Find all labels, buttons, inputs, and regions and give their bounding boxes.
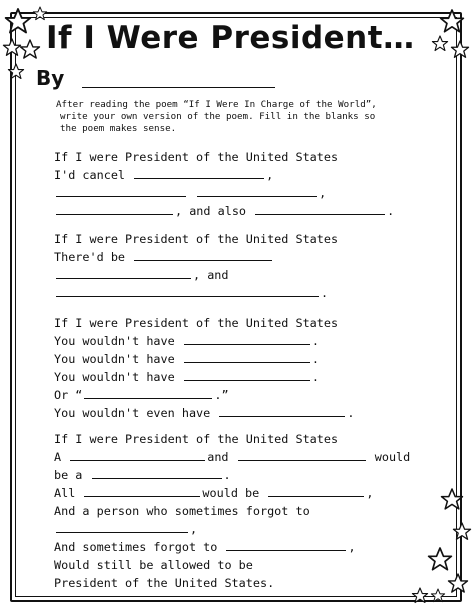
and-text: , and <box>193 268 229 282</box>
stanza-line: I'd cancel <box>54 168 126 182</box>
name-blank[interactable] <box>82 87 275 88</box>
stanza-line: If I were President of the United States <box>54 432 339 446</box>
fill-blank[interactable] <box>84 386 212 399</box>
comma: , <box>319 186 327 200</box>
fill-blank[interactable] <box>219 404 345 417</box>
fill-blank[interactable] <box>184 368 310 381</box>
fill-blank[interactable] <box>134 166 264 179</box>
stanza-line: You wouldn't even have <box>54 406 211 420</box>
fill-blank[interactable] <box>56 202 173 215</box>
comma: , <box>266 168 274 182</box>
fill-blank[interactable] <box>56 184 186 197</box>
fill-blank[interactable] <box>84 484 200 497</box>
would-be-text: would be <box>202 486 260 500</box>
or-open-text: Or “ <box>54 388 83 402</box>
comma: , <box>190 522 198 536</box>
instructions-line: write your own version of the poem. Fill in the blanks so <box>60 111 376 122</box>
stanza-line: There'd be <box>54 250 126 264</box>
period: . <box>311 334 319 348</box>
fill-blank[interactable] <box>184 332 310 345</box>
all-text: All <box>54 486 76 500</box>
stanza-line: President of the United States. <box>54 576 275 590</box>
instructions-line: After reading the poem “If I Were In Charge of the World”, <box>56 99 377 110</box>
fill-blank[interactable] <box>70 448 205 461</box>
instructions <box>56 99 401 135</box>
period: . <box>347 406 355 420</box>
would-text: would <box>374 450 411 464</box>
stanza-line: You wouldn't have <box>54 370 175 384</box>
a-text: A <box>54 450 62 464</box>
stanza-line: You wouldn't have <box>54 334 175 348</box>
or-close-text: .” <box>214 388 229 402</box>
fill-blank[interactable] <box>56 284 319 297</box>
fill-blank[interactable] <box>56 266 191 279</box>
fill-blank[interactable] <box>56 520 188 533</box>
fill-blank[interactable] <box>184 350 310 363</box>
fill-blank[interactable] <box>268 484 364 497</box>
fill-blank[interactable] <box>226 538 346 551</box>
instructions-line: the poem makes sense. <box>60 123 177 134</box>
stanza-line: If I were President of the United States <box>54 316 339 330</box>
stanza-2 <box>54 230 338 302</box>
fill-blank[interactable] <box>238 448 366 461</box>
period: . <box>311 352 319 366</box>
stanza-line: You wouldn't have <box>54 352 175 366</box>
be-a-text: be a <box>54 468 83 482</box>
and-text: and <box>207 450 229 464</box>
period: . <box>387 204 395 218</box>
period: . <box>311 370 319 384</box>
period: . <box>321 286 329 300</box>
comma: , <box>366 486 374 500</box>
stanza-3 <box>54 314 354 422</box>
stanza-line: If I were President of the United States <box>54 232 339 246</box>
period: . <box>223 468 231 482</box>
stanza-1 <box>54 148 394 220</box>
stanza-line: And a person who sometimes forgot to <box>54 504 310 518</box>
by-label: By <box>36 66 65 90</box>
stanza-line: And sometimes forgot to <box>54 540 218 554</box>
and-also-text: , and also <box>175 204 247 218</box>
stanza-line: Would still be allowed to be <box>54 558 253 572</box>
fill-blank[interactable] <box>92 466 222 479</box>
stanza-4 <box>54 430 410 592</box>
fill-blank[interactable] <box>197 184 317 197</box>
fill-blank[interactable] <box>134 248 272 261</box>
stanza-line: If I were President of the United States <box>54 150 339 164</box>
page-title: If I Were President… <box>46 20 415 56</box>
comma: , <box>348 540 356 554</box>
fill-blank[interactable] <box>255 202 385 215</box>
